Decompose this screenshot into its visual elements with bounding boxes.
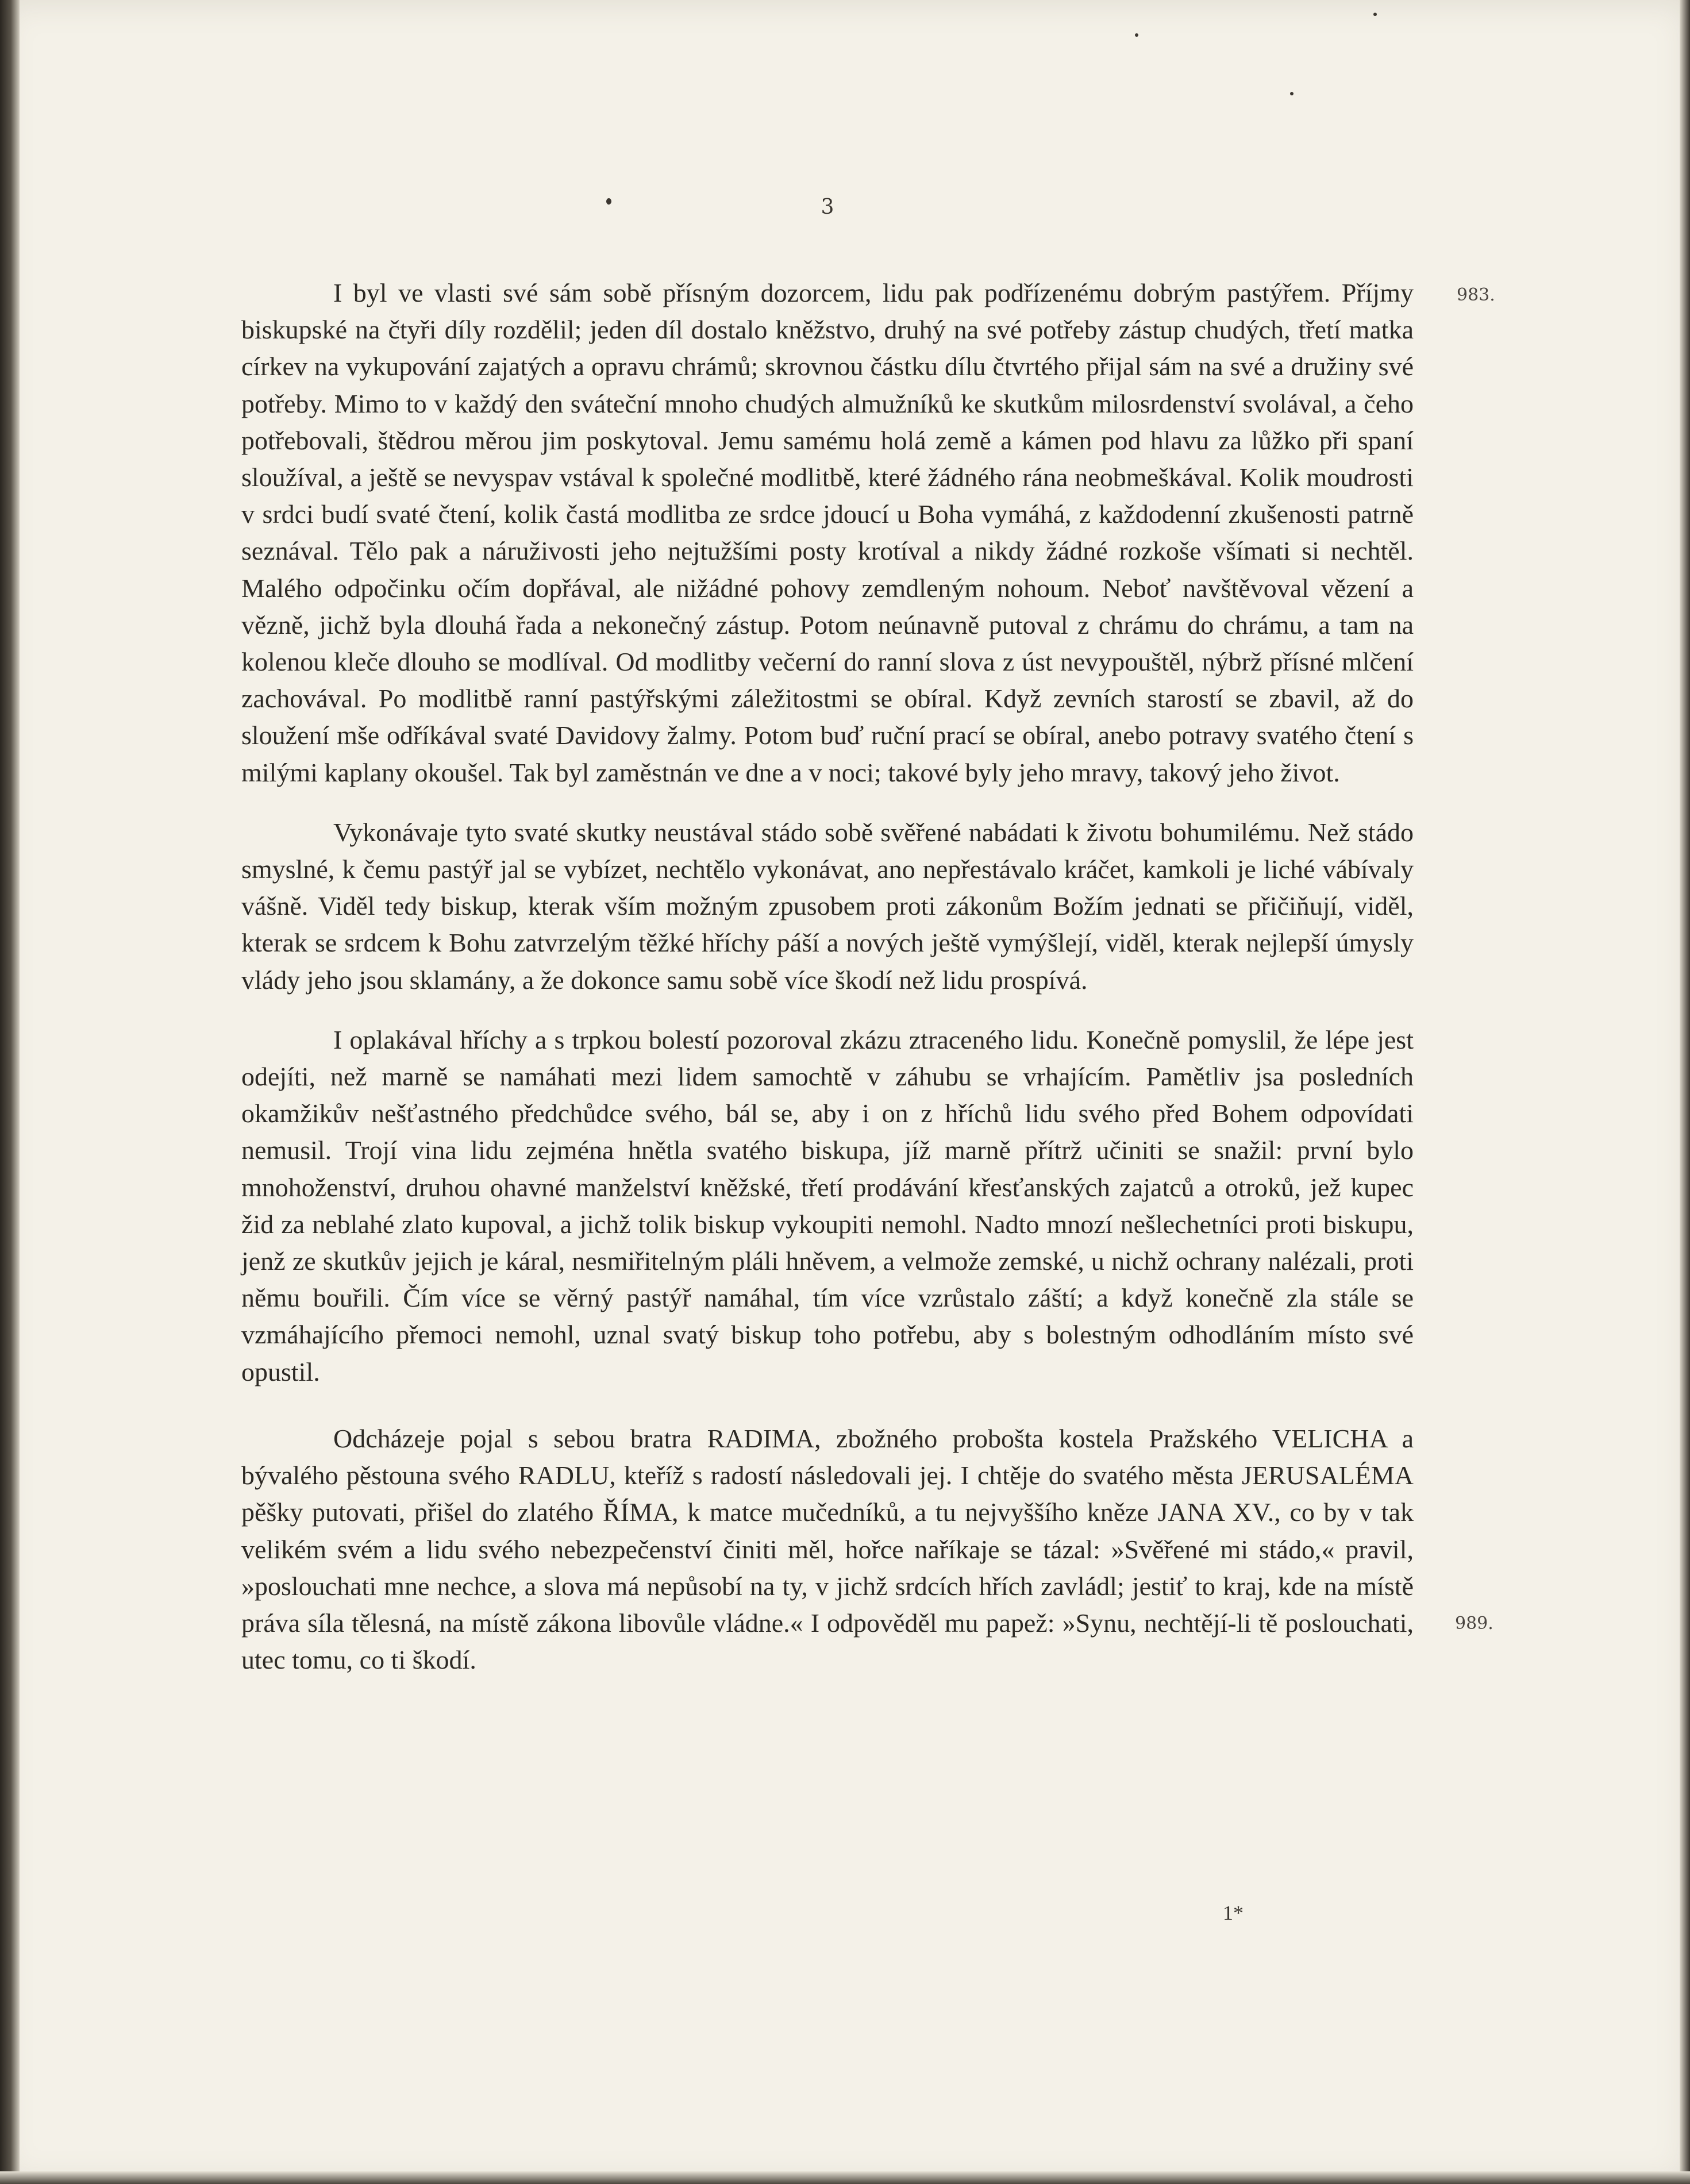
sheet-signature-mark: 1*	[1223, 1901, 1244, 1924]
page-edge-right	[1680, 0, 1690, 2184]
paragraph-2: Vykonávaje tyto svaté skutky neustával stádo sobě svěřené nabádati k životu bohumilému. Než stádo smyslné, k čemu pastýř jal se vybízet, nechtělo vykonávat, ano nepřestávalo kráčet, kamkoli je liché vábívaly vášně. Viděl tedy biskup, kterak vším možným zpusobem proti zákonům Božím jednati se přičiňují, viděl, kterak se srdcem k Bohu zatvrzelým těžké hříchy páší a nových ještě vymýšlejí, viděl, kterak nejlepší úmysly vlády jeho jsou sklamány, a že dokonce samu sobě více škodí než lidu prospívá.	[241, 817, 1414, 995]
margin-year-989: 989.	[1455, 1613, 1493, 1634]
margin-year-983: 983.	[1457, 285, 1495, 305]
ink-speck	[1373, 13, 1377, 16]
paragraph-3: I oplakával hříchy a s trpkou bolestí pozoroval zkázu ztraceného lidu. Konečně pomyslil, že lépe jest odejíti, než marně se namáhati mezi lidem samochtě v záhubu se vrhajícím. Pamětliv jsa posledních okamžikův nešťastného předchůdce svého, bál se, aby i on z hříchů lidu svého před Bohem odpovídati nemusil. Trojí vina lidu zejména hnětla svatého biskupa, jíž marně přítrž učiniti se snažil: první bylo mnohoženství, druhou ohavné manželství kněžské, třetí prodávání křesťanských zajatců a otroků, jež kupec žid za neblahé zlato kupoval, a jichž tolik biskup vykoupiti nemohl. Nadto mnozí nešlechetníci proti biskupu, jenž ze skutkův jejich je káral, nesmiřitelným pláli hněvem, a velmože zemské, u nichž ochrany nalézali, proti němu bouřili. Čím více se věrný pastýř namáhal, tím více vzrůstalo záští; a když konečně zla stále se vzmáhajícího přemoci nemohl, uznal svatý biskup toho potřebu, aby s bolestným odhodláním místo své opustil.	[241, 1024, 1414, 1386]
ink-speck	[1290, 92, 1294, 95]
ink-speck	[606, 198, 611, 205]
page-edge-bottom	[0, 2171, 1690, 2184]
ink-speck	[1135, 33, 1138, 37]
body-text	[241, 275, 1414, 1678]
book-spine-shadow	[0, 0, 20, 2184]
page-number: 3	[821, 195, 834, 219]
paragraph-1: I byl ve vlasti své sám sobě přísným dozorcem, lidu pak podřízenému dobrým pastýřem. Příjmy biskupské na čtyři díly rozdělil; jeden díl dostalo kněžstvo, druhý na své potřeby zástup chudých, třetí matka církev na vykupování zajatých a opravu chrámů; skrovnou částku dílu čtvrtého přijal sám na své a družiny své potřeby. Mimo to v každý den sváteční mnoho chudých almužníků ke skutkům milosrdenství svolával, a čeho potřebovali, štědrou měrou jim poskytoval. Jemu samému holá země a kámen pod hlavu za lůžko při spaní sloužíval, a ještě se nevyspav vstával k společné modlitbě, které žádného rána neobmeškával. Kolik moudrosti v srdci budí svaté čtení, kolik častá modlitba ze srdce jdoucí u Boha vymáhá, z každodenní zkušenosti patrně seznával. Tělo pak a náruživosti jeho nejtužšími posty krotíval a nikdy žádné rozkoše všímati si nechtěl. Malého odpočinku očím dopřával, ale nižádné pohovy zemdleným nohoum. Neboť navštěvoval vězení a vězně, jichž byla dlouhá řada a nekonečný zástup. Potom neúnavně putoval z chrámu do chrámu, a tam na kolenou kleče dlouho se modlíval. Od modlitby večerní do ranní slova z úst nevypouštěl, nýbrž přísné mlčení zachovával. Po modlitbě ranní pastýřskými záležitostmi se obíral. Když zevních starostí se zbavil, až do sloužení mše odříkával svaté Davidovy žalmy. Potom buď ruční prací se obíral, anebo potravy svatého čtení s milými kaplany okoušel. Tak byl zaměstnán ve dne a v noci; takové byly jeho mravy, takový jeho život.	[241, 278, 1414, 787]
paragraph-4: Odcházeje pojal s sebou bratra RADIMA, zbožného probošta kostela Pražského VELICHA a bývalého pěstouna svého RADLU, kteříž s radostí následovali jej. I chtěje do svatého města JERUSALÉMA pěšky putovati, přišel do zlatého ŘÍMA, k matce mučedníků, a tu nejvyššího kněze JANA XV., co by v tak velikém svém a lidu svého nebezpečenství činiti měl, hořce naříkaje se tázal: »Svěřené mi stádo,« pravil, »poslouchati mne nechce, a slova má nepůsobí na ty, v jichž srdcích hřích zavládl; jestiť to kraj, kde na místě práva síla tělesná, na místě zákona libovůle vládne.« I odpověděl mu papež: »Synu, nechtějí-li tě poslouchati, utec tomu, co ti škodí.	[241, 1423, 1414, 1675]
